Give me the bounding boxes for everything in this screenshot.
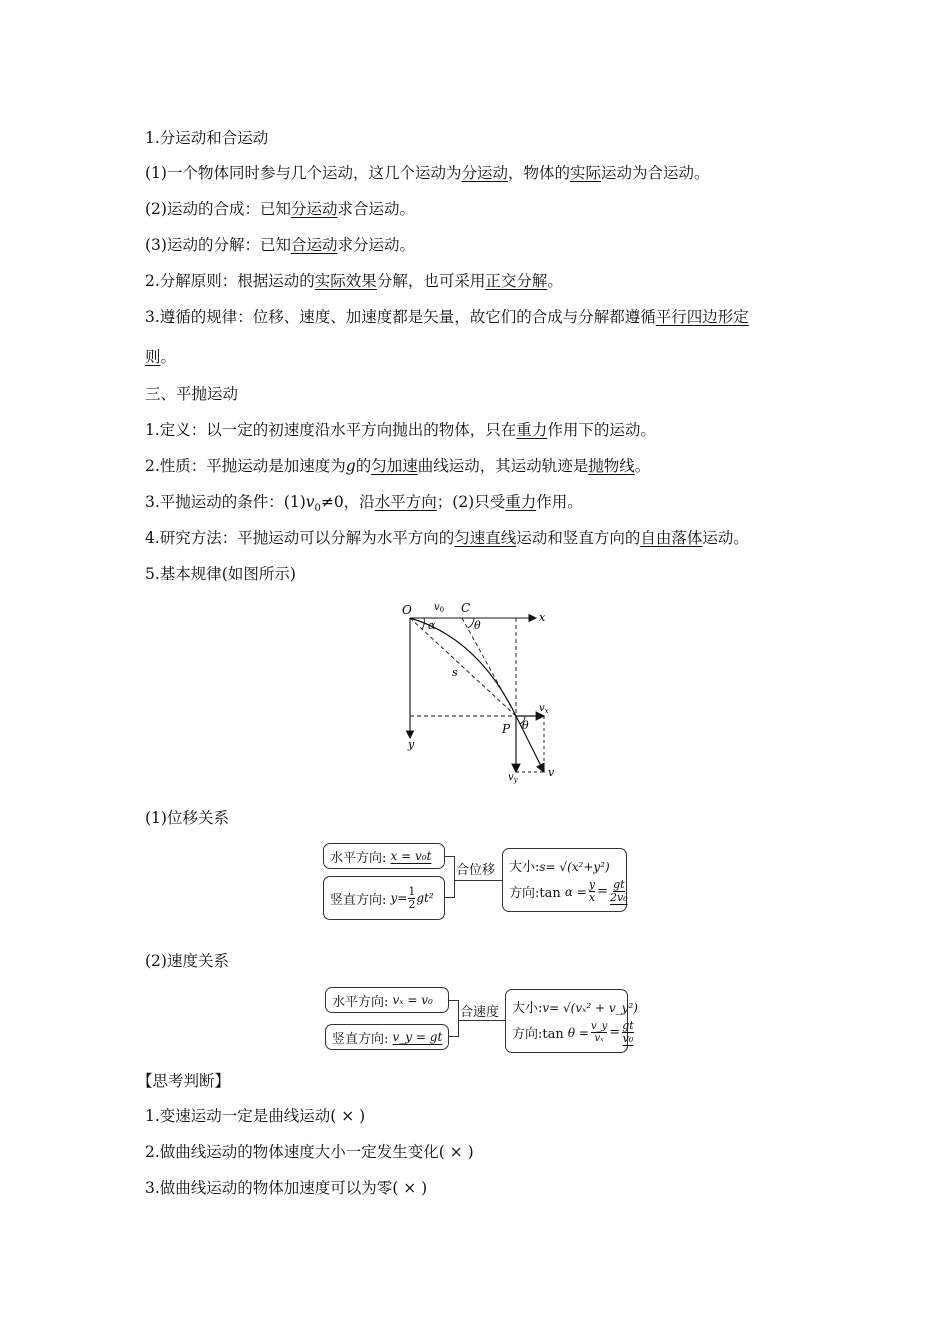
label: 竖直方向: xyxy=(330,892,387,908)
formula: x = v₀t xyxy=(390,849,432,863)
label-theta-bottom: θ xyxy=(522,719,529,732)
disp-vertical-box xyxy=(323,876,445,920)
tangent-line xyxy=(462,618,516,716)
text: 曲线运动，其运动轨迹是 xyxy=(417,457,589,475)
label: 竖直方向: xyxy=(332,1031,389,1047)
denominator: v₀ xyxy=(622,1032,634,1045)
disp-result-box xyxy=(502,848,627,912)
judge-q2: 2.做曲线运动的物体速度大小一定发生变化( × ) xyxy=(145,1143,474,1161)
label: 水平方向: xyxy=(332,994,389,1010)
alpha-arc xyxy=(422,618,424,629)
paragraph-condition xyxy=(145,492,583,519)
label-C: C xyxy=(461,601,471,615)
numerator: 1 xyxy=(408,884,416,898)
label: 大小: xyxy=(512,1001,543,1016)
label-O: O xyxy=(402,603,412,617)
underlined-answer: 正交分解 xyxy=(485,272,548,290)
velocity-title: (2)速度关系 xyxy=(145,952,229,970)
formula: vₓ = v₀ xyxy=(392,993,433,1007)
underlined-answer: 匀速直线 xyxy=(454,529,517,547)
text: 的 xyxy=(355,457,372,475)
denominator: 2 xyxy=(408,897,416,911)
label-s: s xyxy=(452,666,458,679)
label: 大小: xyxy=(509,860,540,875)
projectile-figure xyxy=(398,598,568,788)
paragraph-decomposition xyxy=(145,235,415,255)
alpha: α = xyxy=(564,884,587,899)
subscript: 0 xyxy=(314,503,321,515)
formula-post: gt² xyxy=(416,891,434,905)
equals: = xyxy=(597,884,608,899)
vel-merge-label: 合速度 xyxy=(460,1004,500,1020)
paragraph-composition xyxy=(145,199,415,219)
formula: s= √(x²+y²) xyxy=(539,860,610,874)
label-alpha: α xyxy=(428,619,436,632)
label: 方向:tan xyxy=(509,886,561,901)
disp-horizontal-box xyxy=(323,843,445,869)
text: ，物体的 xyxy=(507,164,570,182)
numerator: v_y xyxy=(590,1021,608,1032)
underlined-answer: 则 xyxy=(145,348,161,366)
disp-merge-label: 合位移 xyxy=(456,862,496,878)
underlined-answer: 实际 xyxy=(570,164,602,182)
underlined-answer: 重力 xyxy=(505,493,537,511)
direction-row xyxy=(509,879,630,904)
numerator: gt xyxy=(613,878,625,891)
underlined-answer: 实际效果 xyxy=(314,272,377,290)
section-heading-projectile: 三、平抛运动 xyxy=(145,385,239,403)
paragraph-method xyxy=(145,528,749,548)
paragraph-law xyxy=(145,307,749,327)
text: 分解，也可采用 xyxy=(376,272,486,290)
direction-row xyxy=(512,1020,636,1045)
text: (1)一个物体同时参与几个运动，这几个运动为 xyxy=(145,164,462,182)
text: 3.遵循的规律：位移、速度、加速度都是矢量，故它们的合成与分解都遵循 xyxy=(145,308,656,326)
paragraph-basic-rule: 5.基本规律(如图所示) xyxy=(145,565,296,583)
vel-horizontal-box xyxy=(325,987,449,1013)
denominator: x xyxy=(588,891,596,904)
underlined-answer: 重力 xyxy=(516,421,548,439)
denominator: vₓ xyxy=(594,1033,604,1044)
disp-arrow-line xyxy=(454,880,502,881)
size-row xyxy=(509,856,610,875)
judge-q3: 3.做曲线运动的物体加速度可以为零( × ) xyxy=(145,1179,428,1197)
paragraph-nature xyxy=(145,456,650,476)
fraction xyxy=(610,879,628,904)
text: 3.平抛运动的条件：(1) xyxy=(145,493,306,511)
vel-result-box xyxy=(505,989,638,1053)
label-vx: $v_x$ xyxy=(539,703,549,715)
text: (2)运动的合成：已知 xyxy=(145,200,291,218)
text: 求合运动。 xyxy=(337,200,415,218)
text: ≠0，沿 xyxy=(320,493,375,511)
underlined-answer: 自由落体 xyxy=(640,529,703,547)
label-vy: $v_y$ xyxy=(508,772,518,784)
fraction xyxy=(408,886,415,911)
label-P: P xyxy=(502,722,511,736)
underlined-answer: 分运动 xyxy=(290,200,338,218)
symbol-g: g xyxy=(345,457,356,475)
equals: = xyxy=(609,1025,621,1040)
underlined-answer: 水平方向 xyxy=(374,493,437,511)
underlined-answer: 匀加速 xyxy=(371,457,418,475)
symbol-v: v xyxy=(305,493,315,511)
text: ；(2)只受 xyxy=(436,493,506,511)
label: 水平方向: xyxy=(330,850,387,866)
size-row xyxy=(512,997,638,1016)
label-x: x xyxy=(539,611,546,624)
displacement-line xyxy=(410,618,516,716)
underlined-answer: 平行四边形定 xyxy=(655,308,749,326)
fraction xyxy=(589,879,595,904)
text: 作用。 xyxy=(536,493,583,511)
paragraph-principle xyxy=(145,271,563,291)
vel-arrow-line xyxy=(458,1020,506,1021)
fraction xyxy=(591,1021,607,1044)
text: 4.研究方法：平抛运动可以分解为水平方向的 xyxy=(145,529,455,547)
text: 运动。 xyxy=(702,529,749,547)
label: 方向:tan xyxy=(512,1027,564,1042)
label-v: v xyxy=(548,766,555,779)
underlined-answer: 合运动 xyxy=(290,236,338,254)
underlined-answer: 分运动 xyxy=(461,164,508,182)
text: 1.定义：以一定的初速度沿水平方向抛出的物体，只在 xyxy=(145,421,517,439)
denominator: 2v₀ xyxy=(609,891,628,904)
label-v0: $v_0$ xyxy=(434,602,445,614)
vel-vertical-box xyxy=(325,1024,449,1050)
text: 求分运动。 xyxy=(337,236,415,254)
formula-pre: y= xyxy=(390,891,408,905)
fraction xyxy=(622,1020,633,1045)
text: 。 xyxy=(634,457,651,475)
text: 2.性质：平抛运动是加速度为 xyxy=(145,457,346,475)
text: 作用下的运动。 xyxy=(547,421,656,439)
paragraph-component-motion xyxy=(145,163,710,183)
label-y: y xyxy=(408,738,415,751)
numerator: gt xyxy=(622,1019,634,1032)
text: 2.分解原则：根据运动的 xyxy=(145,272,315,290)
judge-title: 【思考判断】 xyxy=(137,1072,231,1090)
formula: v_y = gt xyxy=(392,1030,443,1044)
paragraph-law-cont xyxy=(145,347,176,367)
text: (3)运动的分解：已知 xyxy=(145,236,291,254)
theta: θ = xyxy=(567,1025,589,1040)
text: 运动为合运动。 xyxy=(601,164,710,182)
judge-q1: 1.变速运动一定是曲线运动( × ) xyxy=(145,1107,366,1125)
numerator: y xyxy=(588,878,596,891)
text: 运动和竖直方向的 xyxy=(516,529,641,547)
displacement-title: (1)位移关系 xyxy=(145,809,229,827)
formula: v= √(vₓ² + v_y²) xyxy=(542,1001,638,1015)
paragraph-definition xyxy=(145,420,656,440)
label-theta-top: θ xyxy=(474,619,481,632)
text: 。 xyxy=(547,272,563,290)
text: 。 xyxy=(160,348,177,366)
underlined-answer: 抛物线 xyxy=(588,457,635,475)
section-title-motion: 1.分运动和合运动 xyxy=(145,129,269,147)
